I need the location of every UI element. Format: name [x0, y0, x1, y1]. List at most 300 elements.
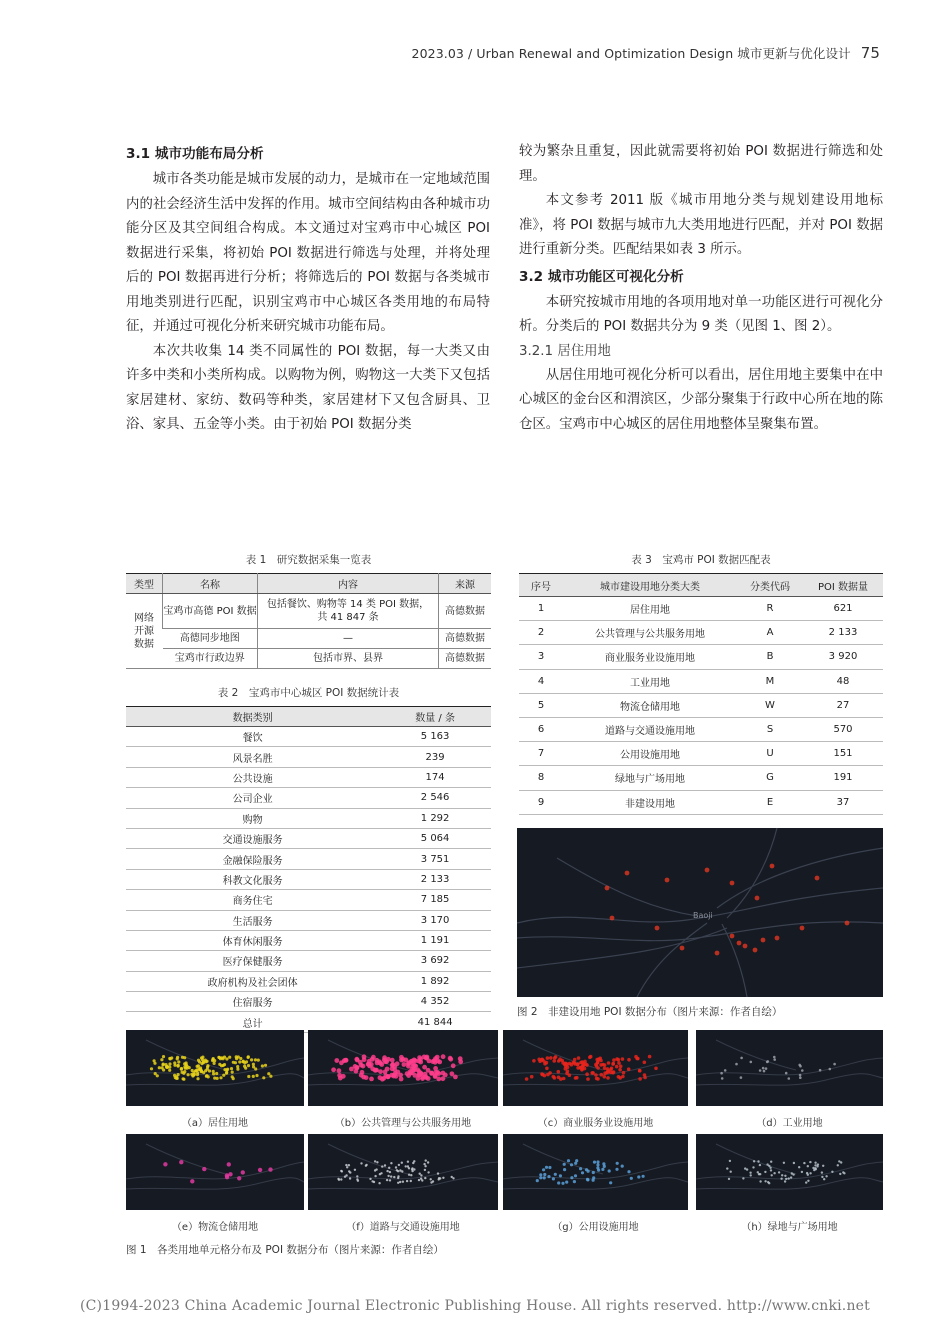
poi-dot: [387, 1175, 389, 1177]
poi-dot: [755, 896, 760, 901]
paragraph: 本文参考 2011 版《城市用地分类与规划建设用地标准》，将 POI 数据与城市九大类用地进行匹配，并对 POI 数据进行重新分类。匹配结果如表 3 所示。: [519, 193, 883, 257]
poi-dot: [239, 1057, 242, 1060]
poi-dot: [162, 1055, 165, 1058]
figure1-panel-map: [696, 1030, 883, 1106]
poi-dot: [442, 1177, 444, 1179]
poi-dot: [425, 1159, 427, 1161]
poi-dot: [766, 1061, 769, 1064]
poi-dot: [543, 1173, 546, 1176]
table1-cell: 高德数据: [439, 629, 492, 649]
table3-cell: 27: [803, 693, 883, 717]
poi-dot: [182, 1077, 185, 1080]
poi-dot: [339, 1060, 344, 1065]
table3-cell: 8: [519, 766, 563, 790]
poi-dot: [232, 1077, 235, 1080]
table-row: [519, 790, 883, 814]
poi-dot: [169, 1057, 172, 1060]
poi-dot: [388, 1167, 390, 1169]
paragraph: 较为繁杂且重复，因此就需要将初始 POI 数据进行筛选和处理。: [519, 144, 883, 184]
table3-cell: 道路与交通设施用地: [563, 717, 737, 741]
poi-dot: [554, 1055, 558, 1059]
table-row: [126, 951, 491, 971]
table-row: [126, 747, 491, 767]
table3-cell: 151: [803, 742, 883, 766]
poi-dot: [619, 1065, 623, 1069]
poi-dot: [680, 946, 685, 951]
poi-dot: [577, 1056, 581, 1060]
poi-dot: [564, 1067, 568, 1071]
table2-cell: 1 892: [379, 971, 491, 991]
table1-cell: 高德同步地图: [163, 629, 258, 649]
poi-dot: [752, 1166, 754, 1168]
poi-dot: [627, 1058, 631, 1062]
poi-dot: [261, 1064, 264, 1067]
table3-cell: 2: [519, 621, 563, 645]
poi-dot: [373, 1181, 375, 1183]
table3-cell: 绿地与广场用地: [563, 766, 737, 790]
table2-cell: 公司企业: [126, 788, 379, 808]
poi-dot: [593, 1161, 596, 1164]
poi-dot: [554, 1173, 557, 1176]
poi-dot: [385, 1074, 390, 1079]
poi-dot: [638, 1069, 642, 1073]
poi-dot: [376, 1161, 378, 1163]
poi-dot: [630, 1177, 633, 1180]
poi-dot: [408, 1167, 410, 1169]
poi-dot: [597, 1169, 600, 1172]
poi-dot: [153, 1062, 156, 1065]
table-row: [519, 645, 883, 669]
right-column: [519, 140, 883, 437]
poi-dot: [412, 1162, 414, 1164]
table-row: [519, 742, 883, 766]
poi-dot: [176, 1056, 179, 1059]
table3-cell: 191: [803, 766, 883, 790]
poi-dot: [654, 1067, 658, 1071]
poi-dot: [161, 1066, 164, 1069]
poi-dot: [419, 1173, 421, 1175]
poi-dot: [378, 1069, 383, 1074]
table3-cell: E: [737, 790, 803, 814]
table2-cell: 餐饮: [126, 727, 379, 747]
table2-cell: 5 064: [379, 828, 491, 848]
table3-cell: 商业服务业设施用地: [563, 645, 737, 669]
poi-dot: [636, 1057, 640, 1061]
poi-dot: [165, 1066, 168, 1069]
poi-dot: [219, 1076, 222, 1079]
poi-dot: [254, 1058, 257, 1061]
poi-dot: [207, 1075, 210, 1078]
poi-dot: [735, 1063, 738, 1066]
table2-cell: 41 844: [379, 1012, 491, 1032]
poi-dot: [545, 1067, 549, 1071]
table2-cell: 住宿服务: [126, 992, 379, 1012]
poi-dot: [785, 1178, 787, 1180]
poi-dot: [213, 1062, 216, 1065]
poi-dot: [581, 1171, 584, 1174]
poi-dot: [235, 1055, 238, 1058]
poi-dot: [231, 1071, 234, 1074]
poi-dot: [401, 1162, 403, 1164]
table1-cell: —: [258, 629, 439, 649]
poi-dot: [195, 1069, 198, 1072]
poi-dot: [255, 1074, 258, 1077]
poi-dot: [807, 1165, 809, 1167]
figure1-caption: 图 1 各类用地单元格分布及 POI 数据分布（图片来源：作者自绘）: [126, 1244, 444, 1256]
poi-dot: [369, 1077, 374, 1082]
figure1-panel-map: [503, 1030, 688, 1106]
poi-dot: [764, 1171, 766, 1173]
section-heading-3-1: 3.1 城市功能布局分析: [126, 146, 264, 162]
poi-dot: [621, 1165, 624, 1168]
table3-cell: 公共管理与公共服务用地: [563, 621, 737, 645]
poi-dot: [397, 1175, 399, 1177]
poi-dot: [348, 1170, 350, 1172]
poi-dot: [393, 1176, 395, 1178]
poi-dot: [812, 1167, 814, 1169]
poi-dot: [770, 1169, 772, 1171]
poi-dot: [594, 1063, 598, 1067]
poi-dot: [792, 1173, 794, 1175]
poi-dot: [389, 1171, 391, 1173]
table-row: [126, 971, 491, 991]
poi-dot: [202, 1167, 206, 1171]
table3-cell: U: [737, 742, 803, 766]
poi-dot: [241, 1170, 245, 1174]
poi-dot: [215, 1072, 218, 1075]
table2-cell: 体育休闲服务: [126, 930, 379, 950]
poi-dot: [247, 1075, 250, 1078]
table2-cell: 商务住宅: [126, 890, 379, 910]
poi-dot: [208, 1069, 211, 1072]
figure2-caption: 图 2 非建设用地 POI 数据分布（图片来源：作者自绘）: [517, 1006, 783, 1018]
subsection-heading-3-2-1: 3.2.1 居住用地: [519, 343, 611, 359]
poi-dot: [637, 1175, 640, 1178]
table2-cell: 政府机构及社会团体: [126, 971, 379, 991]
poi-dot: [421, 1179, 423, 1181]
poi-dot: [186, 1065, 189, 1068]
poi-dot: [196, 1077, 199, 1080]
poi-dot: [441, 1054, 446, 1059]
table1-header: 内容: [258, 574, 439, 594]
poi-dot: [562, 1077, 566, 1081]
poi-dot: [799, 1074, 802, 1077]
poi-dot: [348, 1164, 350, 1166]
poi-dot: [386, 1057, 391, 1062]
poi-dot: [452, 1177, 454, 1179]
poi-dot: [418, 1179, 420, 1181]
poi-dot: [612, 1062, 616, 1066]
poi-dot: [563, 1063, 567, 1067]
figure1-panel-map: [126, 1030, 304, 1106]
poi-dot: [252, 1075, 255, 1078]
poi-dot: [833, 1063, 836, 1066]
poi-dot: [759, 1180, 761, 1182]
poi-dot: [563, 1163, 566, 1166]
poi-dot: [596, 1163, 599, 1166]
poi-dot: [805, 1181, 807, 1183]
poi-dot: [822, 1165, 824, 1167]
poi-dot: [181, 1056, 184, 1059]
poi-dot: [721, 1077, 724, 1080]
poi-dot: [561, 1182, 564, 1185]
poi-dot: [406, 1180, 408, 1182]
poi-dot: [765, 1067, 768, 1070]
poi-dot: [785, 1072, 788, 1075]
poi-dot: [617, 1058, 621, 1062]
poi-dot: [384, 1164, 386, 1166]
poi-dot: [190, 1179, 194, 1183]
poi-dot: [163, 1162, 167, 1166]
table3-header: POI 数据量: [803, 574, 883, 597]
left-column: [126, 140, 490, 438]
poi-dot: [559, 1174, 562, 1177]
poi-dot: [438, 1177, 440, 1179]
poi-dot: [742, 1177, 744, 1179]
poi-dot: [821, 1171, 823, 1173]
poi-dot: [435, 1055, 440, 1060]
table3-cell: 37: [803, 790, 883, 814]
figure1-panel-map: [126, 1134, 304, 1210]
poi-dot: [532, 1059, 536, 1063]
poi-dot: [784, 1180, 786, 1182]
poi-dot: [540, 1058, 544, 1062]
poi-dot: [749, 1172, 751, 1174]
table2-cell: 239: [379, 747, 491, 767]
poi-dot: [720, 1072, 723, 1075]
poi-dot: [750, 1174, 752, 1176]
poi-dot: [543, 1074, 547, 1078]
poi-dot: [615, 1168, 618, 1171]
poi-dot: [740, 1057, 743, 1060]
poi-dot: [737, 941, 742, 946]
poi-dot: [393, 1071, 398, 1076]
poi-dot: [441, 1076, 446, 1081]
poi-dot: [182, 1072, 185, 1075]
poi-dot: [427, 1171, 429, 1173]
table1-cell: 高德数据: [439, 594, 492, 629]
figure1-panel-map: [308, 1030, 498, 1106]
poi-dot: [191, 1069, 194, 1072]
table1: [126, 573, 491, 669]
poi-dot: [768, 1165, 770, 1167]
table2-cell: 5 163: [379, 727, 491, 747]
poi-dot: [331, 1067, 336, 1072]
table2: [126, 706, 491, 1033]
table3-cell: 非建设用地: [563, 790, 737, 814]
poi-dot: [427, 1161, 429, 1163]
poi-dot: [230, 1067, 233, 1070]
poi-dot: [183, 1062, 186, 1065]
poi-dot: [337, 1073, 342, 1078]
poi-dot: [612, 1058, 616, 1062]
table1-cell: 包括餐饮、购物等 14 类 POI 数据，共 41 847 条: [258, 594, 439, 629]
table2-cell: 交通设施服务: [126, 828, 379, 848]
poi-dot: [411, 1168, 413, 1170]
poi-dot: [426, 1076, 431, 1081]
table3-cell: R: [737, 597, 803, 621]
poi-dot: [180, 1067, 183, 1070]
poi-dot: [601, 1168, 604, 1171]
table3-cell: G: [737, 766, 803, 790]
poi-dot: [337, 1178, 339, 1180]
poi-dot: [602, 1162, 605, 1165]
poi-dot: [374, 1175, 376, 1177]
poi-dot: [625, 871, 630, 876]
poi-dot: [247, 1064, 250, 1067]
table3-header: 分类代码: [737, 574, 803, 597]
poi-dot: [206, 1064, 209, 1067]
poi-dot: [354, 1057, 359, 1062]
figure1-panel-caption: （e）物流仓储用地: [171, 1222, 259, 1233]
table1-caption: 表 1 研究数据采集一览表: [245, 554, 372, 566]
poi-dot: [617, 1061, 621, 1065]
poi-dot: [228, 1056, 231, 1059]
poi-dot: [420, 1174, 422, 1176]
poi-dot: [258, 1168, 262, 1172]
poi-dot: [762, 1067, 765, 1070]
poi-dot: [236, 1068, 239, 1071]
poi-dot: [379, 1062, 384, 1067]
poi-dot: [334, 1058, 339, 1063]
poi-dot: [567, 1159, 570, 1162]
table-row: [519, 717, 883, 741]
figure2-map-canvas: [517, 828, 883, 997]
poi-dot: [605, 1071, 609, 1075]
table3-cell: 3: [519, 645, 563, 669]
poi-dot: [424, 1169, 426, 1171]
table3-cell: 工业用地: [563, 669, 737, 693]
poi-dot: [173, 1064, 176, 1067]
table2-cell: 医疗保健服务: [126, 951, 379, 971]
poi-dot: [413, 1168, 415, 1170]
poi-dot: [821, 1176, 823, 1178]
poi-dot: [592, 1171, 595, 1174]
table2-cell: 4 352: [379, 992, 491, 1012]
poi-dot: [360, 1162, 362, 1164]
poi-dot: [369, 1178, 371, 1180]
poi-dot: [362, 1054, 367, 1059]
poi-dot: [340, 1178, 342, 1180]
poi-dot: [354, 1169, 356, 1171]
figure1-panel-map: [308, 1134, 498, 1210]
poi-dot: [196, 1065, 199, 1068]
table3-cell: 居住用地: [563, 597, 737, 621]
table3-cell: 公用设施用地: [563, 742, 737, 766]
figure1-panel-caption: （b）公共管理与公共服务用地: [334, 1118, 472, 1129]
page-number: 75: [860, 44, 880, 62]
poi-dot: [177, 1064, 180, 1067]
poi-dot: [379, 1173, 381, 1175]
poi-dot: [257, 1059, 260, 1062]
poi-dot: [603, 1075, 607, 1079]
poi-dot: [557, 1070, 561, 1074]
poi-dot: [227, 1162, 231, 1166]
table2-cell: 公共设施: [126, 767, 379, 787]
poi-dot: [397, 1170, 399, 1172]
poi-dot: [179, 1160, 183, 1164]
poi-dot: [622, 1071, 626, 1075]
poi-dot: [386, 1170, 388, 1172]
table-row: [126, 808, 491, 828]
poi-dot: [840, 1161, 842, 1163]
figure1-panel-caption: （a）居住用地: [181, 1118, 249, 1129]
poi-dot: [606, 1076, 610, 1080]
poi-dot: [784, 1175, 786, 1177]
poi-dot: [757, 1160, 759, 1162]
poi-dot: [570, 1176, 573, 1179]
poi-dot: [781, 1174, 783, 1176]
poi-dot: [546, 1073, 550, 1077]
table1-header: 名称: [163, 574, 258, 594]
poi-dot: [839, 1173, 841, 1175]
poi-dot: [642, 1175, 645, 1178]
figure1-panel-caption: （h）绿地与广场用地: [741, 1222, 838, 1233]
poi-dot: [345, 1164, 347, 1166]
table3-cell: 2 133: [803, 621, 883, 645]
table-row: [519, 766, 883, 790]
poi-dot: [724, 1069, 727, 1072]
poi-dot: [570, 1163, 573, 1166]
table2-header: 数量 / 条: [379, 707, 491, 727]
poi-dot: [252, 1065, 255, 1068]
table3-cell: 4: [519, 669, 563, 693]
poi-dot: [615, 1065, 619, 1069]
poi-dot: [809, 1172, 811, 1174]
poi-dot: [220, 1064, 223, 1067]
poi-dot: [380, 1077, 385, 1082]
poi-dot: [548, 1166, 551, 1169]
poi-dot: [800, 926, 805, 931]
poi-dot: [212, 1070, 215, 1073]
poi-dot: [845, 921, 850, 926]
table2-caption: 表 2 宝鸡市中心城区 POI 数据统计表: [217, 687, 400, 699]
poi-dot: [262, 1076, 265, 1079]
poi-dot: [219, 1057, 222, 1060]
poi-dot: [829, 1068, 832, 1071]
poi-dot: [238, 1060, 241, 1063]
table3-cell: 7: [519, 742, 563, 766]
poi-dot: [547, 1175, 550, 1178]
poi-dot: [585, 1072, 589, 1076]
poi-dot: [405, 1165, 407, 1167]
poi-dot: [430, 1181, 432, 1183]
poi-dot: [223, 1056, 226, 1059]
poi-dot: [815, 876, 820, 881]
table3-body: [519, 597, 883, 815]
poi-dot: [430, 1059, 435, 1064]
table-row: [126, 869, 491, 889]
table3-cell: 6: [519, 717, 563, 741]
poi-dot: [790, 1176, 792, 1178]
poi-dot: [371, 1055, 376, 1060]
poi-dot: [546, 1056, 550, 1060]
poi-dot: [638, 1077, 642, 1081]
poi-dot: [759, 1164, 761, 1166]
poi-dot: [609, 1181, 612, 1184]
poi-dot: [424, 1165, 426, 1167]
poi-dot: [798, 1166, 800, 1168]
table2-cell: 7 185: [379, 890, 491, 910]
poi-dot: [621, 1075, 625, 1079]
poi-dot: [837, 1164, 839, 1166]
table-row: [126, 849, 491, 869]
poi-dot: [399, 1058, 404, 1063]
poi-dot: [536, 1179, 539, 1182]
map-city-label: Baoji: [693, 911, 713, 920]
poi-dot: [401, 1170, 403, 1172]
poi-dot: [579, 1167, 582, 1170]
